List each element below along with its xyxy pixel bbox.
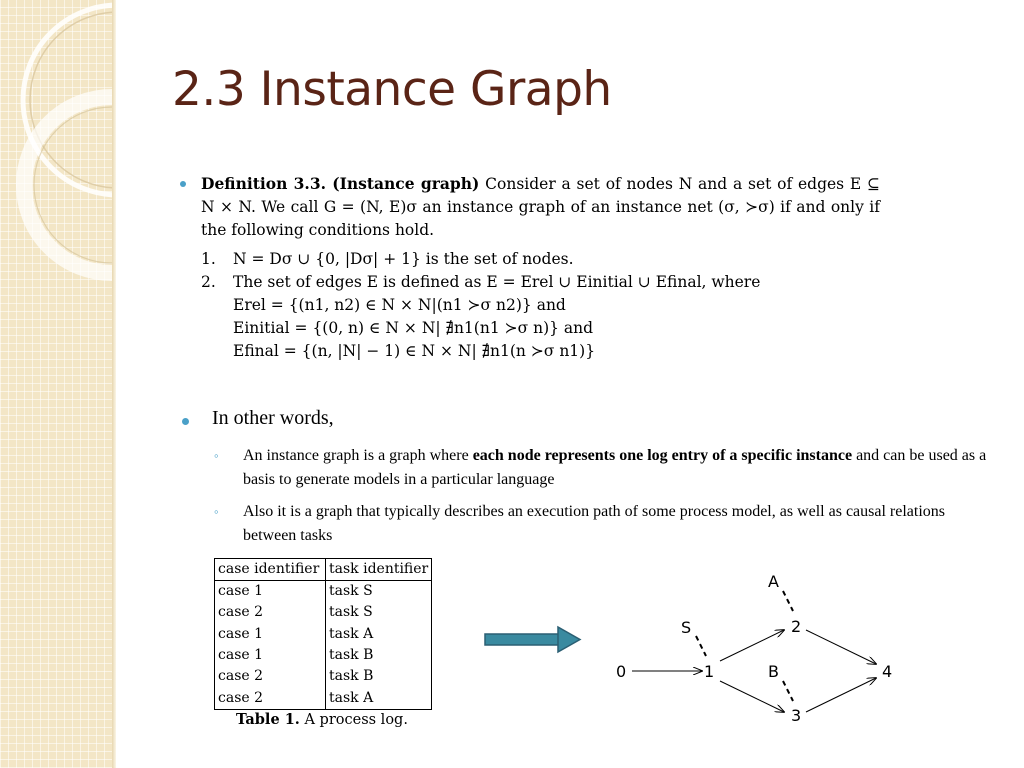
graph-node: 1 xyxy=(704,662,715,681)
sub-bullet-text-part: and can be used as a basis to generate models in a particular language xyxy=(243,447,987,488)
table-cell: task A xyxy=(329,625,374,642)
graph-node: 4 xyxy=(882,662,893,681)
table-row xyxy=(215,602,432,623)
caption-text: A process log. xyxy=(299,712,408,728)
table-cell: task B xyxy=(329,668,374,685)
condition-number: 1. xyxy=(201,250,216,268)
bullet-dot-icon xyxy=(182,418,189,425)
table-cell: task B xyxy=(329,647,374,664)
right-arrow-icon xyxy=(484,625,584,655)
decorative-sidebar xyxy=(0,0,112,768)
sub-bullet-2 xyxy=(214,500,994,548)
condition-text: N = Dσ ∪ {0, |Dσ| + 1} is the set of nodes. xyxy=(233,250,574,268)
task-link xyxy=(783,681,793,701)
task-label: S xyxy=(681,618,692,637)
edge-definition-final: Efinal = {(n, |N| − 1) ∈ N × N| ∄n1(n ≻σ n1)} xyxy=(233,342,596,360)
definition-conditions xyxy=(201,248,880,363)
sub-bullet-1 xyxy=(214,444,994,492)
task-label: B xyxy=(768,662,779,681)
table-caption xyxy=(236,711,408,728)
slide-title: 2.3 Instance Graph xyxy=(172,62,612,117)
sub-bullet-text-part: An instance graph is a graph where xyxy=(243,447,473,464)
graph-edge xyxy=(806,678,876,712)
sidebar-edge xyxy=(112,0,116,768)
sub-bullet-text xyxy=(243,444,994,492)
graph-node: 2 xyxy=(791,617,802,636)
table-cell: case 1 xyxy=(215,581,326,603)
table-cell: task A xyxy=(329,689,374,706)
table-cell: case 1 xyxy=(215,645,326,666)
edge-definition-initial: Einitial = {(0, n) ∈ N × N| ∄n1(n1 ≻σ n)} and xyxy=(233,319,594,337)
table-cell: task S xyxy=(329,604,373,621)
definition-block xyxy=(180,172,880,363)
sub-bullet-circle-icon: ◦ xyxy=(214,504,219,519)
graph-edge xyxy=(720,630,784,661)
table-cell: case 1 xyxy=(215,624,326,645)
table-row xyxy=(215,687,432,709)
graph-node: 3 xyxy=(791,706,802,725)
caption-label: Table 1. xyxy=(236,711,300,728)
sub-bullet-emphasis: each node represents one log entry of a specific instance xyxy=(472,447,853,464)
graph-edge xyxy=(806,630,876,664)
edge-definition-rel: Erel = {(n1, n2) ∈ N × N|(n1 ≻σ n2)} and xyxy=(233,296,566,314)
graph-edge xyxy=(720,681,784,712)
table-row xyxy=(215,666,432,687)
bullet-dot-icon xyxy=(180,181,186,187)
sub-bullet-text: Also it is a graph that typically describes an execution path of some process model, as well as causal relations between tasks xyxy=(243,503,946,544)
process-log-table xyxy=(214,558,432,710)
decorative-circles xyxy=(0,0,112,768)
task-label: A xyxy=(768,572,779,591)
instance-graph xyxy=(600,560,910,730)
task-link xyxy=(783,591,793,611)
condition-item xyxy=(201,248,880,271)
table-cell: case 2 xyxy=(215,666,326,687)
sub-bullet-circle-icon: ◦ xyxy=(214,448,219,463)
definition-heading: Definition 3.3. (Instance graph) xyxy=(201,174,480,193)
table-cell: case 2 xyxy=(215,687,326,709)
column-header: case identifier xyxy=(215,559,326,581)
table-row xyxy=(215,624,432,645)
definition-intro: Consider a set of nodes N and a set of edges E ⊆ N × N. We call G = (N, E)σ an instance graph of an instance net (σ, ≻σ) if and only if the following conditions hold. xyxy=(201,175,880,239)
condition-number: 2. xyxy=(201,273,216,291)
condition-item xyxy=(201,271,880,294)
table-cell: task S xyxy=(329,583,373,600)
table-row xyxy=(215,581,432,603)
table-cell: case 2 xyxy=(215,602,326,623)
condition-text: The set of edges E is defined as E = Erel ∪ Einitial ∪ Efinal, where xyxy=(233,273,761,291)
bullet-in-other-words xyxy=(182,407,334,430)
table-header-row xyxy=(215,559,432,581)
task-link xyxy=(696,636,706,656)
table-row xyxy=(215,645,432,666)
bullet-text: In other words, xyxy=(212,407,334,429)
graph-node: 0 xyxy=(616,662,627,681)
column-header: task identifier xyxy=(326,559,432,581)
